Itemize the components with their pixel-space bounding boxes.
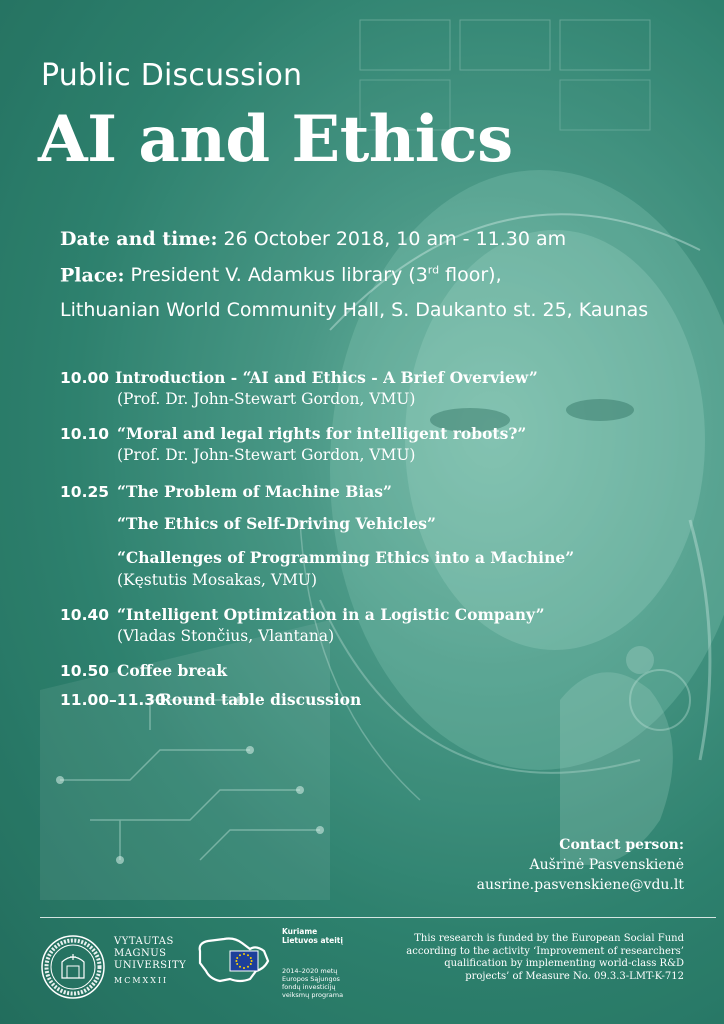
footer-divider bbox=[40, 917, 716, 918]
program-time: 10.40 bbox=[60, 606, 110, 624]
contact-email[interactable]: ausrine.pasvenskiene@vdu.lt bbox=[476, 877, 684, 893]
university-name bbox=[114, 936, 186, 987]
contact-name: Aušrinė Pasvenskienė bbox=[529, 857, 684, 873]
program-title: “Challenges of Programming Ethics into a Machine” bbox=[117, 548, 575, 567]
university-line: MAGNUS bbox=[114, 948, 167, 959]
funding-line: projects’ of Measure No. 09.3.3-LMT-K-712 bbox=[465, 970, 684, 982]
lithuania-map-icon bbox=[194, 935, 274, 985]
university-line: UNIVERSITY bbox=[114, 960, 187, 971]
program-title: “Moral and legal rights for intelligent robots?” bbox=[117, 424, 527, 443]
eu-title-line: Kuriame bbox=[282, 927, 318, 936]
program-speaker: (Prof. Dr. John-Stewart Gordon, VMU) bbox=[117, 390, 416, 408]
place-sup: rd bbox=[427, 264, 440, 277]
university-line: VYTAUTAS bbox=[114, 936, 174, 947]
program-item-7 bbox=[60, 662, 227, 681]
program-item-4 bbox=[117, 515, 436, 534]
program-item-6 bbox=[60, 606, 545, 625]
program-item-2 bbox=[60, 425, 526, 444]
program-item-8 bbox=[60, 691, 361, 710]
program-title: “The Problem of Machine Bias” bbox=[117, 482, 392, 501]
place-line-2: Lithuanian World Community Hall, S. Daukanto st. 25, Kaunas bbox=[60, 299, 649, 321]
place-value-pre: President V. Adamkus library (3 bbox=[130, 264, 428, 287]
contact-label: Contact person: bbox=[559, 837, 684, 853]
eu-sub-line: veiksmų programa bbox=[282, 991, 344, 999]
funding-statement bbox=[406, 933, 684, 983]
program-time: 10.25 bbox=[60, 483, 110, 501]
program-speaker: (Prof. Dr. John-Stewart Gordon, VMU) bbox=[117, 446, 416, 464]
place-value bbox=[131, 264, 502, 286]
eu-sub-line: 2014–2020 metų bbox=[282, 967, 338, 975]
program-title: “The Ethics of Self-Driving Vehicles” bbox=[117, 514, 436, 533]
eu-sub-line: fondų investicijų bbox=[282, 983, 336, 991]
eu-title-line: Lietuvos ateitį bbox=[282, 936, 343, 945]
funding-line: according to the activity ‘Improvement of researchers’ bbox=[406, 945, 684, 957]
funding-line: This research is funded by the European Social Fund bbox=[414, 933, 684, 944]
date-label: Date and time: bbox=[60, 228, 218, 250]
vmu-seal-logo bbox=[40, 934, 106, 1000]
place-line bbox=[60, 264, 502, 286]
program-title: “Intelligent Optimization in a Logistic Company” bbox=[117, 605, 545, 624]
program-time: 10.10 bbox=[60, 425, 110, 443]
program-time: 10.50 bbox=[60, 662, 110, 680]
program-item-1 bbox=[60, 369, 538, 388]
program-time: 10.00 bbox=[60, 369, 110, 387]
program-title: Round table discussion bbox=[159, 690, 362, 709]
eu-funds-text bbox=[282, 927, 343, 999]
event-type: Public Discussion bbox=[41, 58, 303, 93]
university-year: MCMXXII bbox=[114, 976, 169, 985]
program-title: Coffee break bbox=[117, 661, 228, 680]
program-speaker: (Kęstutis Mosakas, VMU) bbox=[117, 571, 318, 589]
program-speaker: (Vladas Stončius, Vlantana) bbox=[117, 627, 335, 645]
date-value: 26 October 2018, 10 am - 11.30 am bbox=[223, 228, 567, 250]
program-item-3 bbox=[60, 483, 392, 502]
eu-sub-line: Europos Sąjungos bbox=[282, 975, 340, 983]
program-title: Introduction - “AI and Ethics - A Brief Overview” bbox=[115, 368, 538, 387]
event-title: AI and Ethics bbox=[38, 102, 513, 177]
program-item-5 bbox=[117, 549, 574, 568]
funding-line: qualification by implementing world-class R&D bbox=[444, 958, 684, 969]
place-label: Place: bbox=[60, 264, 125, 287]
place-value-post: floor), bbox=[439, 264, 502, 287]
date-line bbox=[60, 228, 566, 250]
program-time: 11.00–11.30 bbox=[60, 691, 166, 709]
